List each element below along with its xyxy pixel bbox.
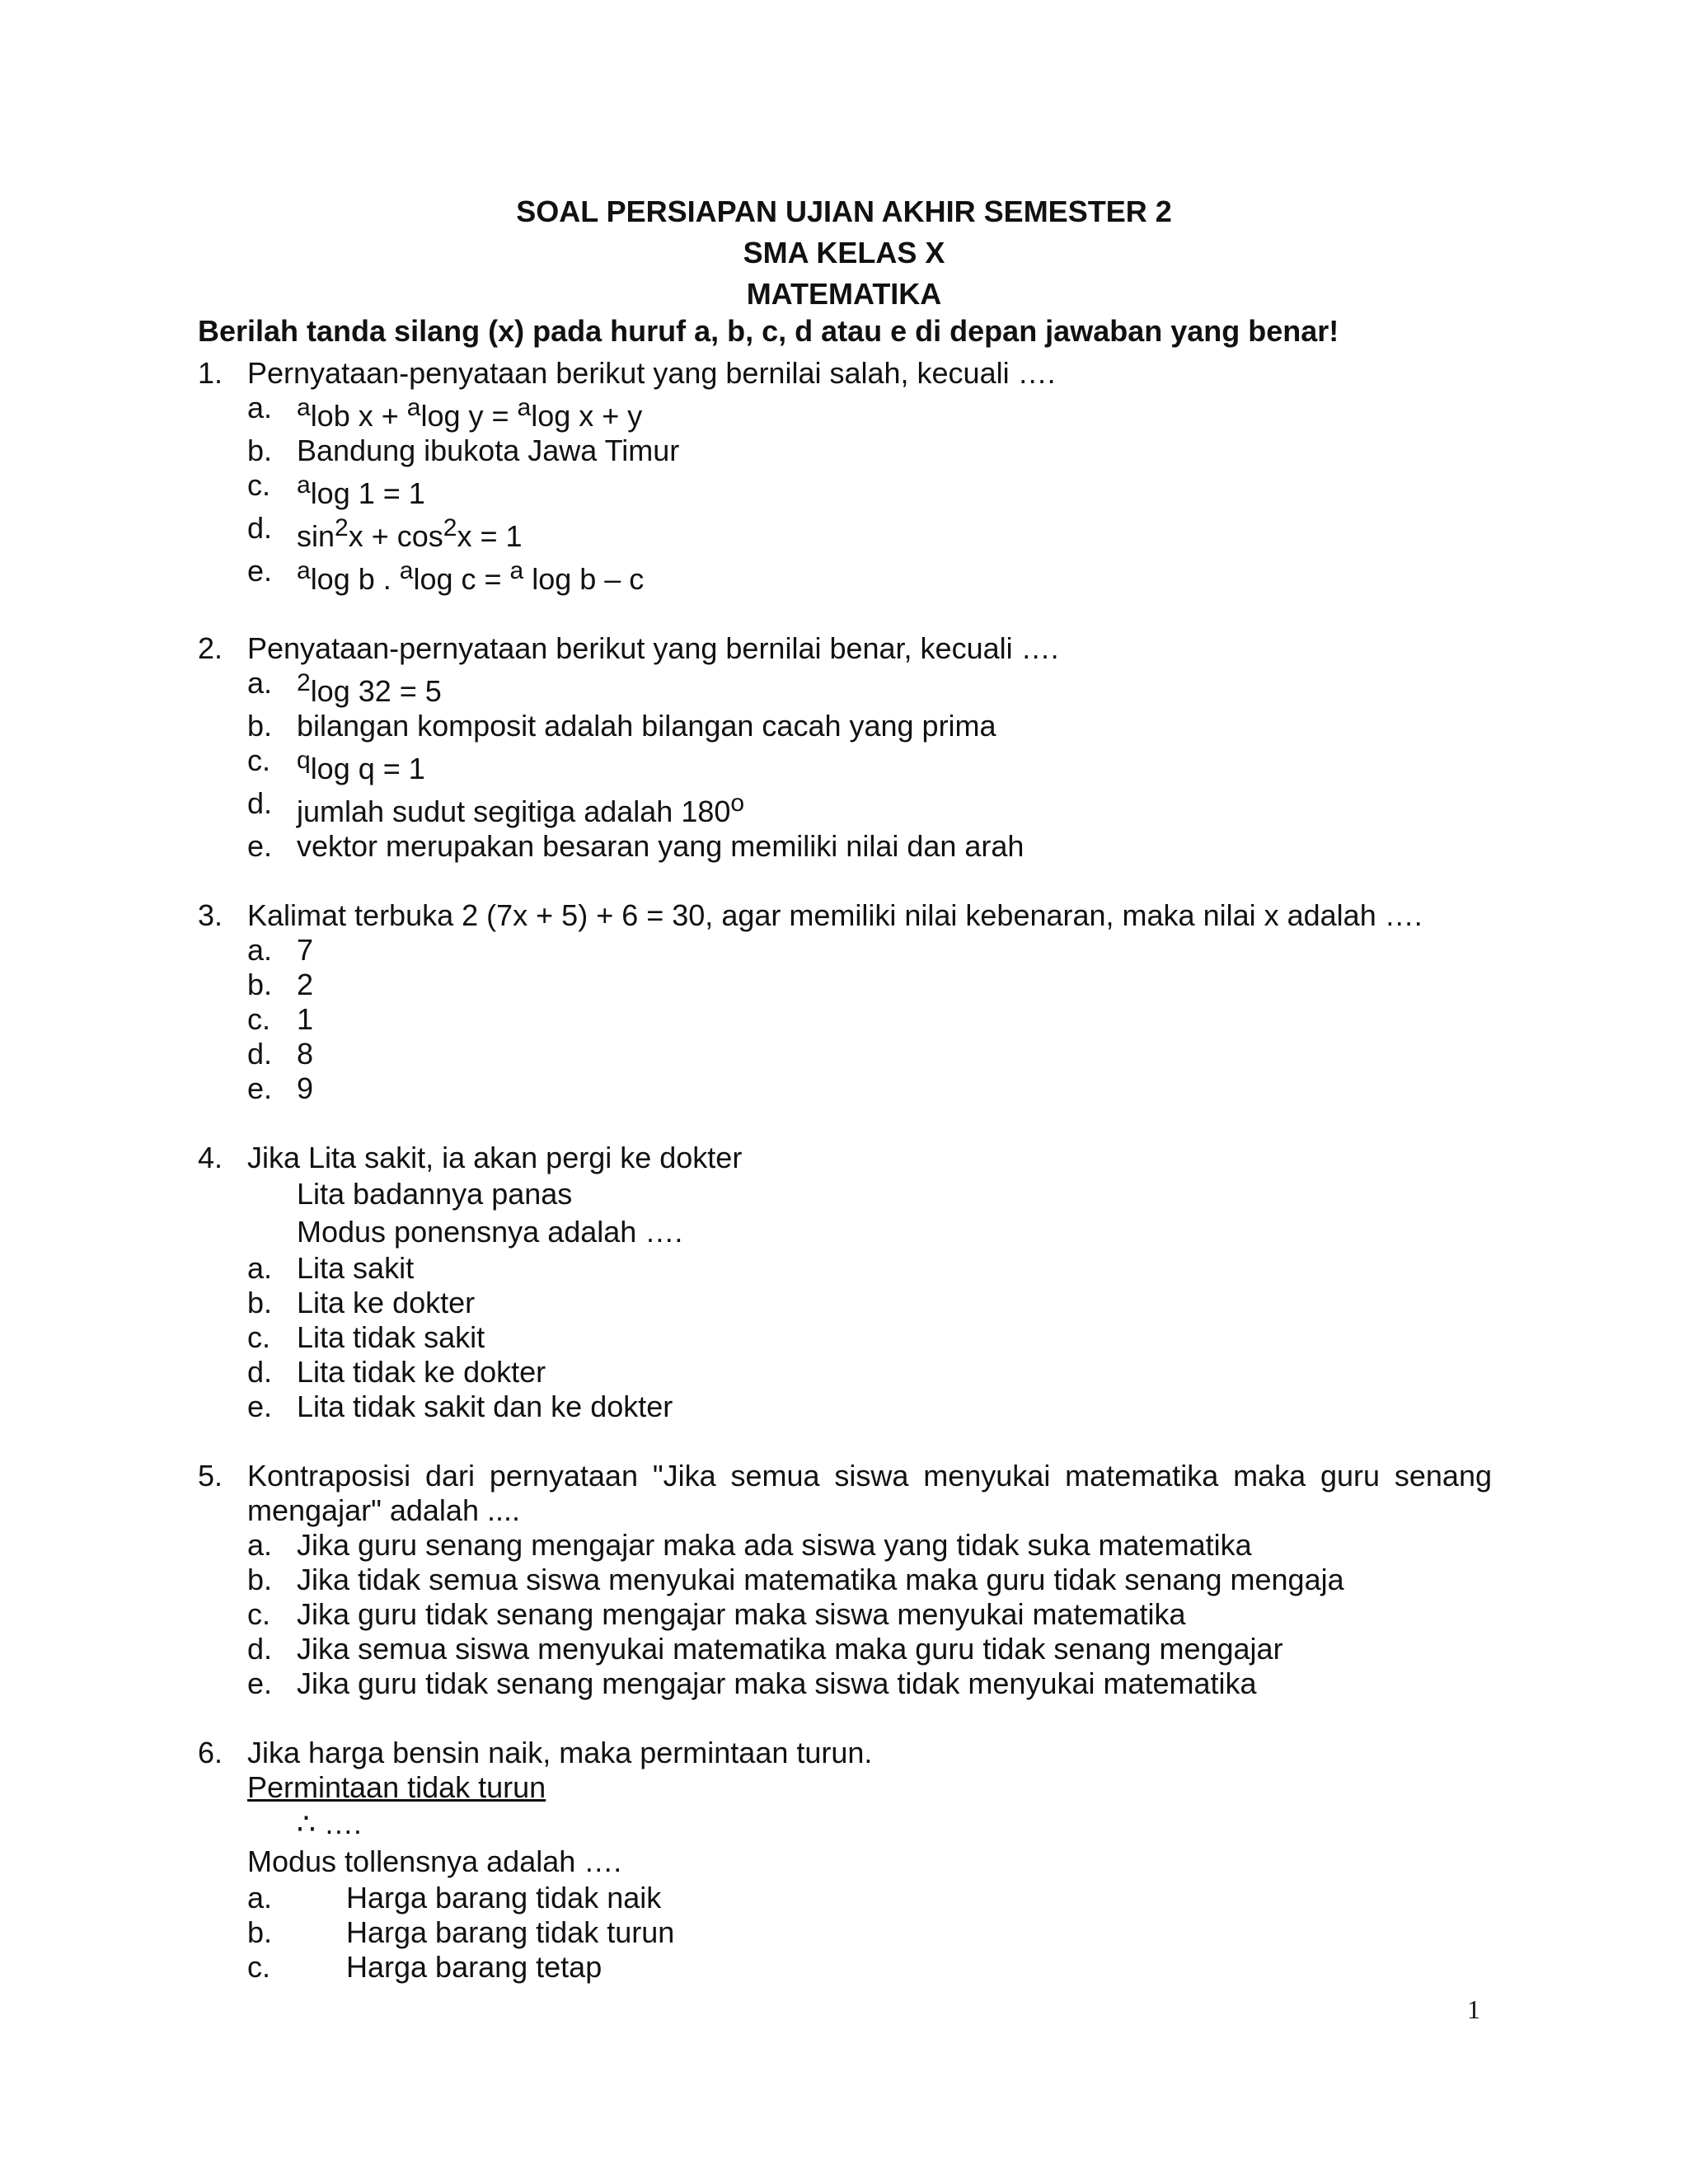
option-letter: a. xyxy=(247,1251,273,1285)
question-2 xyxy=(198,631,1492,864)
option-letter: c. xyxy=(247,1002,271,1036)
option-text: $\sin^2x + \cos^2x = 1$ xyxy=(297,514,523,553)
option-e xyxy=(198,829,1492,864)
header-title: SOAL PERSIAPAN UJIAN AKHIR SEMESTER 2 xyxy=(516,194,1172,228)
question-text: Penyataan-pernyataan berikut yang bernilai benar, kecuali …. xyxy=(247,631,1059,665)
option-text: 2 xyxy=(297,968,314,1001)
page-number: 1 xyxy=(1467,1994,1480,2024)
option-b xyxy=(198,709,1492,743)
option-c xyxy=(198,1002,1492,1037)
option-text: Lita tidak sakit dan ke dokter xyxy=(297,1390,673,1423)
option-text: $^q$log q = 1 xyxy=(297,747,425,785)
option-text: vektor merupakan besaran yang memiliki nilai dan arah xyxy=(297,829,1025,863)
option-text: Jika semua siswa menyukai matematika maka guru tidak senang mengajar xyxy=(297,1632,1283,1666)
option-letter: d. xyxy=(247,786,273,820)
option-text: $^a$log b . $^a$log c = $^a$ log b – c xyxy=(297,557,645,596)
option-letter: b. xyxy=(247,968,273,1001)
option-letter: e. xyxy=(247,1071,273,1105)
option-text: 8 xyxy=(297,1037,314,1071)
question-text-line1: Kontraposisi dari pernyataan "Jika semua siswa menyukai matematika maka guru senang xyxy=(247,1459,1492,1493)
option-text: 7 xyxy=(297,933,314,967)
option-letter: b. xyxy=(247,1286,273,1319)
option-text: Harga barang tidak naik xyxy=(346,1881,662,1915)
premise-line: Permintaan tidak turun xyxy=(247,1770,546,1804)
question-text: Jika Lita sakit, ia akan pergi ke dokter xyxy=(247,1141,743,1174)
question-list xyxy=(198,356,1492,2019)
question-number: 3. xyxy=(198,898,223,932)
option-letter: c. xyxy=(247,1950,271,1984)
question-number: 6. xyxy=(198,1736,223,1769)
option-a xyxy=(198,666,1492,709)
option-letter: d. xyxy=(247,1355,273,1389)
option-letter: a. xyxy=(247,391,273,424)
option-letter: d. xyxy=(247,1037,273,1071)
option-letter: e. xyxy=(247,1390,273,1423)
option-letter: c. xyxy=(247,1597,271,1631)
option-letter: e. xyxy=(247,829,273,863)
option-b xyxy=(198,968,1492,1002)
option-d xyxy=(198,1355,1492,1390)
option-letter: c. xyxy=(247,1320,271,1354)
option-e xyxy=(198,1390,1492,1424)
option-letter: a. xyxy=(247,1881,273,1915)
option-letter: e. xyxy=(247,554,273,588)
option-text: jumlah sudut segitiga adalah 180$^o$ xyxy=(297,790,745,828)
option-a xyxy=(198,391,1492,434)
question-text: Jika harga bensin naik, maka permintaan turun. xyxy=(247,1736,873,1769)
option-b xyxy=(198,1286,1492,1320)
option-text: Jika tidak semua siswa menyukai matematika maka guru tidak senang mengaja xyxy=(297,1563,1344,1596)
option-c xyxy=(198,1950,1492,1985)
instruction: Berilah tanda silang (x) pada huruf a, b, c, d atau e di depan jawaban yang benar! xyxy=(198,314,1339,348)
option-e xyxy=(198,1666,1492,1701)
option-text: Harga barang tetap xyxy=(346,1950,603,1984)
option-text: $^2$log 32 = 5 xyxy=(297,669,442,708)
option-d xyxy=(198,1037,1492,1071)
option-d xyxy=(198,511,1492,554)
option-d xyxy=(198,1632,1492,1666)
question-1 xyxy=(198,356,1492,597)
option-letter: b. xyxy=(247,709,273,743)
option-text: Lita sakit xyxy=(297,1251,415,1285)
option-text: bilangan komposit adalah bilangan cacah yang prima xyxy=(297,709,996,743)
option-a xyxy=(198,1528,1492,1563)
option-b xyxy=(198,434,1492,468)
premise-line: Lita badannya panas xyxy=(297,1177,573,1211)
option-text: Bandung ibukota Jawa Timur xyxy=(297,434,680,467)
option-b xyxy=(198,1915,1492,1950)
option-d xyxy=(198,786,1492,829)
option-letter: b. xyxy=(247,1915,273,1949)
document-header xyxy=(0,191,1688,315)
question-number: 2. xyxy=(198,631,223,665)
option-letter: c. xyxy=(247,468,271,502)
option-c xyxy=(198,1597,1492,1632)
option-e xyxy=(198,554,1492,597)
question-text-line2: mengajar" adalah .... xyxy=(247,1493,520,1527)
option-text: 9 xyxy=(297,1071,314,1105)
option-a xyxy=(198,1881,1492,1915)
option-text: $^a$log 1 = 1 xyxy=(297,471,425,510)
question-number: 5. xyxy=(198,1459,223,1493)
question-number: 1. xyxy=(198,356,223,390)
option-e xyxy=(198,1071,1492,1106)
question-4 xyxy=(198,1141,1492,1424)
option-b xyxy=(198,1563,1492,1597)
option-letter: a. xyxy=(247,666,273,700)
prompt-line: Modus tollensnya adalah …. xyxy=(247,1844,622,1878)
option-letter: d. xyxy=(247,511,273,545)
option-text: $^a$lob x + $^a$log y = $^a$log x + y xyxy=(297,394,643,433)
option-text: Jika guru tidak senang mengajar maka siswa tidak menyukai matematika xyxy=(297,1666,1257,1700)
option-text: Lita tidak ke dokter xyxy=(297,1355,546,1389)
option-a xyxy=(198,1251,1492,1286)
option-a xyxy=(198,933,1492,968)
question-6 xyxy=(198,1736,1492,1985)
option-text: Lita tidak sakit xyxy=(297,1320,485,1354)
prompt-line: Modus ponensnya adalah …. xyxy=(297,1215,683,1249)
question-text: Kalimat terbuka 2 (7x + 5) + 6 = 30, agar memiliki nilai kebenaran, maka nilai x adalah …. xyxy=(247,898,1423,932)
option-letter: a. xyxy=(247,1528,273,1562)
option-letter: b. xyxy=(247,1563,273,1596)
option-text: Jika guru tidak senang mengajar maka siswa menyukai matematika xyxy=(297,1597,1186,1631)
conclusion-line: ∴ …. xyxy=(297,1807,362,1840)
option-letter: e. xyxy=(247,1666,273,1700)
option-text: Jika guru senang mengajar maka ada siswa yang tidak suka matematika xyxy=(297,1528,1252,1562)
option-text: Lita ke dokter xyxy=(297,1286,476,1319)
option-text: 1 xyxy=(297,1002,314,1036)
option-c xyxy=(198,468,1492,511)
option-letter: d. xyxy=(247,1632,273,1666)
question-5 xyxy=(198,1459,1492,1701)
header-class: SMA KELAS X xyxy=(743,236,945,269)
question-text: Pernyataan-penyataan berikut yang bernilai salah, kecuali …. xyxy=(247,356,1056,390)
question-3 xyxy=(198,898,1492,1106)
question-number: 4. xyxy=(198,1141,223,1174)
option-text: Harga barang tidak turun xyxy=(346,1915,675,1949)
option-c xyxy=(198,743,1492,786)
header-subject: MATEMATIKA xyxy=(746,277,942,311)
option-letter: c. xyxy=(247,743,271,777)
option-letter: a. xyxy=(247,933,273,967)
option-letter: b. xyxy=(247,434,273,467)
option-c xyxy=(198,1320,1492,1355)
